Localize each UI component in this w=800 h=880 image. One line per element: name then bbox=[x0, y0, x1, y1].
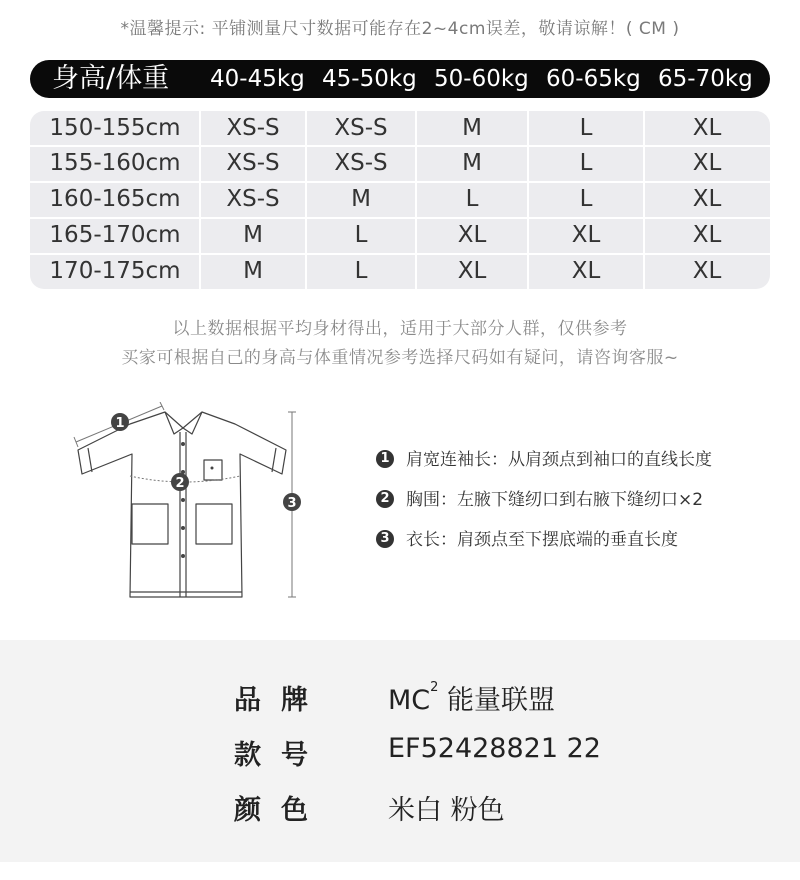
table-row bbox=[30, 146, 770, 181]
footnote-line-2: 买家可根据自己的身高与体重情况参考选择尺码如有疑问，请咨询客服~ bbox=[121, 348, 679, 368]
measure-marker-1 bbox=[111, 413, 129, 431]
svg-text:2: 2 bbox=[175, 476, 185, 491]
legend-number-icon: 3 bbox=[376, 530, 394, 548]
table-cell: XL bbox=[571, 258, 601, 284]
svg-text:1: 1 bbox=[115, 416, 125, 431]
size-table-header bbox=[30, 60, 770, 98]
table-cell-height: 150-155cm bbox=[49, 115, 181, 141]
table-cell: XS-S bbox=[334, 150, 388, 176]
table-cell: L bbox=[465, 186, 479, 212]
table-cell: XS-S bbox=[226, 115, 280, 141]
table-cell: L bbox=[579, 150, 593, 176]
table-row bbox=[30, 182, 770, 217]
table-cell: L bbox=[354, 222, 368, 248]
table-cell-height: 170-175cm bbox=[49, 258, 181, 284]
brand-label: 品牌 bbox=[234, 685, 328, 716]
header-weight-40-45: 40-45kg bbox=[210, 66, 305, 92]
table-cell: M bbox=[243, 222, 263, 248]
table-cell: XL bbox=[692, 115, 722, 141]
table-cell: M bbox=[462, 115, 482, 141]
table-cell: M bbox=[351, 186, 371, 212]
table-cell: L bbox=[579, 115, 593, 141]
table-cell: XS-S bbox=[226, 186, 280, 212]
table-cell: M bbox=[243, 258, 263, 284]
header-weight-60-65: 60-65kg bbox=[546, 66, 641, 92]
measure-marker-3 bbox=[283, 493, 301, 511]
table-cell: XL bbox=[571, 222, 601, 248]
table-cell-height: 160-165cm bbox=[49, 186, 181, 212]
size-table-body bbox=[30, 111, 770, 289]
measure-marker-2 bbox=[171, 473, 189, 491]
legend-length bbox=[376, 528, 678, 552]
color-label: 颜色 bbox=[234, 795, 328, 826]
legend-chest bbox=[376, 488, 703, 512]
table-cell: XL bbox=[457, 222, 487, 248]
legend-number-icon: 1 bbox=[376, 450, 394, 468]
table-cell: XL bbox=[692, 222, 722, 248]
measurement-note: *温馨提示: 平铺测量尺寸数据可能存在2~4cm误差，敬请谅解！( CM ) bbox=[120, 19, 680, 39]
table-cell-height: 165-170cm bbox=[49, 222, 181, 248]
model-label: 款号 bbox=[234, 740, 328, 771]
header-height-weight: 身高/体重 bbox=[52, 63, 170, 94]
table-row bbox=[30, 111, 770, 146]
svg-text:3: 3 bbox=[287, 496, 297, 511]
table-row bbox=[30, 254, 770, 289]
garment-measurement-diagram bbox=[70, 402, 310, 602]
footnote-line-1: 以上数据根据平均身材得出，适用于大部分人群，仅供参考 bbox=[172, 319, 628, 339]
model-value: EF52428821 22 bbox=[388, 733, 601, 764]
legend-number-icon: 2 bbox=[376, 490, 394, 508]
legend-text: 胸围：左腋下缝纫口到右腋下缝纫口×2 bbox=[406, 490, 704, 510]
header-weight-65-70: 65-70kg bbox=[658, 66, 753, 92]
legend-text: 衣长：肩颈点至下摆底端的垂直长度 bbox=[406, 530, 678, 550]
table-cell: L bbox=[354, 258, 368, 284]
header-weight-45-50: 45-50kg bbox=[322, 66, 417, 92]
table-cell: XL bbox=[457, 258, 487, 284]
brand-value: $MC^2$ 能量联盟 bbox=[388, 680, 556, 716]
table-cell: XS-S bbox=[334, 115, 388, 141]
table-cell: XL bbox=[692, 150, 722, 176]
table-cell: XL bbox=[692, 186, 722, 212]
table-cell-height: 155-160cm bbox=[49, 150, 181, 176]
table-cell: L bbox=[579, 186, 593, 212]
header-weight-50-60: 50-60kg bbox=[434, 66, 529, 92]
legend-shoulder-sleeve bbox=[376, 448, 712, 472]
table-cell: XL bbox=[692, 258, 722, 284]
table-cell: XS-S bbox=[226, 150, 280, 176]
table-row bbox=[30, 218, 770, 253]
table-cell: M bbox=[462, 150, 482, 176]
legend-text: 肩宽连袖长：从肩颈点到袖口的直线长度 bbox=[406, 450, 712, 470]
color-value: 米白 粉色 bbox=[388, 795, 505, 826]
